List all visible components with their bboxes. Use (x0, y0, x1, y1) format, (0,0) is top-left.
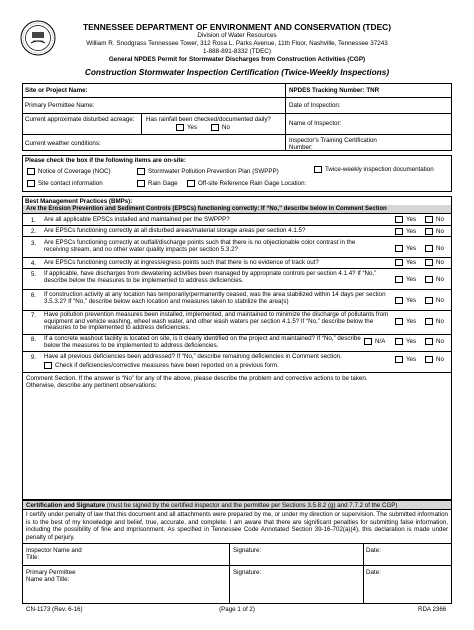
q8-no[interactable] (425, 338, 444, 345)
yes-label: Yes (406, 318, 417, 326)
certification-heading-text: Certification and Signature (26, 502, 106, 509)
q9-previous-check[interactable] (44, 362, 279, 369)
rainfall-yes[interactable] (176, 124, 197, 131)
checkbox[interactable] (425, 245, 433, 252)
checkbox[interactable] (425, 276, 433, 283)
checkbox[interactable] (137, 168, 145, 175)
q1-text: Are all applicable EPSCs installed and maintained per the SWPPP? (44, 216, 230, 223)
address: William R. Snodgrass Tennessee Tower, 312 Rosa L. Parks Avenue, 11th Floor, Nashville, Tennessee 37243 (86, 40, 388, 47)
state-seal-logo (20, 20, 56, 56)
q1-number: 1. (30, 217, 36, 224)
checkbox[interactable] (425, 318, 433, 325)
checkbox[interactable] (44, 362, 52, 369)
q2-yes[interactable] (395, 228, 416, 235)
q2-text: Are EPSCs functioning correctly at all disturbed areas/material storage areas per section 4.1.5? (44, 227, 306, 234)
yes-label: Yes (406, 228, 417, 236)
q5-number: 5. (30, 271, 36, 278)
permittee-label: Primary Permittee Name: (25, 102, 95, 109)
q3-number: 3. (30, 240, 36, 247)
swppp-check[interactable] (137, 168, 279, 175)
q4-yes[interactable] (395, 259, 416, 266)
q5-no[interactable] (425, 276, 444, 283)
q9-previous-label: Check if deficiencies/corrective measures have been reported on a previous form. (55, 362, 279, 370)
no-label: No (436, 216, 444, 224)
na-label: N/A (375, 338, 386, 346)
rain-gage-check[interactable] (137, 180, 178, 187)
q6-no[interactable] (425, 297, 444, 304)
q2-number: 2. (30, 228, 36, 235)
training-label: Inspector's Training Certification Number: (289, 137, 377, 151)
noc-label: Notice of Coverage (NOC) (38, 168, 111, 176)
yes-label: Yes (406, 276, 417, 284)
checkbox[interactable] (395, 338, 403, 345)
checkbox[interactable] (425, 356, 433, 363)
q4-number: 4. (30, 260, 36, 267)
q1-no[interactable] (425, 216, 444, 223)
checkbox[interactable] (395, 297, 403, 304)
checkbox[interactable] (395, 276, 403, 283)
checkbox[interactable] (425, 297, 433, 304)
form-number: CN-1173 (Rev. 6-16) (26, 606, 83, 613)
q8-yes[interactable] (395, 338, 416, 345)
certification-heading (26, 502, 397, 509)
q9-yes[interactable] (395, 356, 416, 363)
no-label: No (436, 276, 444, 284)
certification-note: (must be signed by the certified inspector and the permittee per Sections 3.5.8.2 (g) and 7.7.2 of the CGP) (106, 502, 398, 509)
q7-text: Have pollution prevention measures been installed, implemented, and maintained to minimize the discharge of pollutants from equipment and vehicle washing, wheel wash water, and other wash waters per section 4.1.5? If “No,” describe below the measures to be implemented to address deficiencies. (44, 311, 389, 332)
permittee-name-title-label: Primary Permittee Name and Title: (26, 569, 76, 583)
twice-weekly-check[interactable] (314, 166, 434, 173)
rda-number: RDA 2366 (418, 606, 447, 613)
checkbox[interactable] (211, 124, 219, 131)
weather-label: Current weather conditions: (25, 140, 101, 147)
q7-number: 7. (30, 312, 36, 319)
inspector-name-label: Name of Inspector: (289, 120, 342, 127)
q8-number: 8. (30, 336, 36, 343)
checkbox[interactable] (314, 166, 322, 173)
q9-no[interactable] (425, 356, 444, 363)
comment-instructions-2: Otherwise, describe any pertinent observations: (26, 382, 157, 389)
no-label: No (222, 124, 230, 132)
checkbox[interactable] (395, 216, 403, 223)
yes-label: Yes (406, 338, 417, 346)
permit-name: General NPDES Permit for Stormwater Discharges from Construction Activities (CGP) (108, 56, 366, 63)
offsite-gage-label: Off-site Reference Rain Gage Location: (198, 180, 307, 188)
rainfall-question: Has rainfall been checked/documented daily? (146, 116, 271, 123)
inspector-name-title-label: Inspector Name and Title: (26, 547, 82, 561)
checkbox[interactable] (27, 168, 35, 175)
no-label: No (436, 297, 444, 305)
yes-label: Yes (406, 245, 417, 253)
no-label: No (436, 356, 444, 364)
npdes-label: NPDES Tracking Number: TNR (289, 87, 380, 94)
q7-no[interactable] (425, 318, 444, 325)
comment-section[interactable] (22, 372, 452, 500)
noc-check[interactable] (27, 168, 111, 175)
q3-no[interactable] (425, 245, 444, 252)
permittee-signature-label: Signature: (233, 569, 262, 576)
q8-na[interactable] (364, 338, 385, 345)
bmp-heading: Best Management Practices (BMPs): (25, 198, 133, 205)
q5-text: If applicable, have discharges from dewatering activities been managed by appropriate controls per section 4.1.4? If “No,” describe below the measures to be implemented to address deficiencies. (44, 270, 377, 284)
permittee-date-label: Date: (366, 569, 381, 576)
site-contact-check[interactable] (27, 180, 103, 187)
q5-yes[interactable] (395, 276, 416, 283)
yes-label: Yes (406, 259, 417, 267)
q7-yes[interactable] (395, 318, 416, 325)
checkbox[interactable] (395, 356, 403, 363)
checkbox[interactable] (27, 180, 35, 187)
certification-text: I certify under penalty of law that this document and all attachments were prepared by me, or under my direction or supervision. The submitted information is to the best of my knowledge and belief, true, accurate, and complete. I am aware that there are significant penalties for submitting false information, including the possibility of fine and imprisonment. As specified in Tennessee Code Annotated Section 39-16-702(a)(4), this declaration is made under penalty of perjury. (26, 511, 448, 541)
checkbox[interactable] (425, 338, 433, 345)
q9-text: Have all previous deficiencies been addressed? If “No,” describe remaining deficiencies in Comment section. (44, 353, 342, 360)
checkbox[interactable] (176, 124, 184, 131)
checkbox[interactable] (395, 318, 403, 325)
checkbox[interactable] (425, 228, 433, 235)
checkbox[interactable] (137, 180, 145, 187)
acreage-label: Current approximate disturbed acreage: (25, 116, 135, 123)
checkbox[interactable] (395, 228, 403, 235)
inspector-date-label: Date: (366, 547, 381, 554)
swppp-label: Stormwater Pollution Prevention Plan (SWPPP) (148, 168, 279, 176)
inspection-date-label: Date of Inspection: (289, 102, 341, 109)
q9-number: 9. (30, 354, 36, 361)
yes-label: Yes (406, 216, 417, 224)
yes-label: Yes (406, 356, 417, 364)
q8-text: If a concrete washout facility is located on site, is it clearly identified on the project and maintained? If “No,” describe below the measures to be implemented to address deficiencies. (44, 335, 361, 349)
checkbox[interactable] (187, 180, 195, 187)
site-name-label: Site or Project Name: (25, 87, 88, 94)
q3-text: Are EPSCs functioning correctly at outfall/discharge points such that there is no objectionable color contrast in the receiving stream, and no other water quality impacts per section 5.3.2? (44, 239, 356, 253)
no-label: No (436, 245, 444, 253)
checkbox[interactable] (364, 338, 372, 345)
checkbox[interactable] (395, 245, 403, 252)
offsite-gage-check[interactable] (187, 180, 306, 187)
q2-no[interactable] (425, 228, 444, 235)
q1-yes[interactable] (395, 216, 416, 223)
rain-gage-label: Rain Gage (148, 180, 178, 188)
division-name: Division of Water Resources (197, 32, 277, 39)
department-title: TENNESSEE DEPARTMENT OF ENVIRONMENT AND CONSERVATION (TDEC) (82, 22, 392, 32)
checkbox[interactable] (425, 259, 433, 266)
q4-no[interactable] (425, 259, 444, 266)
q6-text: If construction activity at any location has temporarily/permanently ceased, was the area stabilized within 14 days per section 3.5.3.2? If “No,” describe below each location and measures taken to stabilize the area(s) (44, 291, 386, 305)
page-number: (Page 1 of 2) (219, 606, 255, 613)
checkbox[interactable] (395, 259, 403, 266)
no-label: No (436, 259, 444, 267)
rainfall-no[interactable] (211, 124, 230, 131)
yes-label: Yes (187, 124, 198, 132)
q4-text: Are EPSCs functioning correctly at ingress/egress points such that there is no evidence of track out? (44, 259, 319, 266)
phone: 1-888-891-8332 (TDEC) (203, 48, 271, 55)
onsite-heading: Please check the box if the following items are on-site: (25, 157, 186, 164)
comment-instructions: Comment Section. If the answer is “No” for any of the above, please describe the problem and corrective actions to be taken. (26, 375, 368, 382)
twice-weekly-label: Twice-weekly inspection documentation (325, 166, 434, 174)
bmp-subheading: Are the Erosion Prevention and Sediment Controls (EPSCs) functioning correctly: If “No,” describe below in Comment Section (26, 206, 387, 212)
inspector-signature-label: Signature: (233, 547, 262, 554)
q6-yes[interactable] (395, 297, 416, 304)
q3-yes[interactable] (395, 245, 416, 252)
site-contact-label: Site contact information (38, 180, 103, 188)
q6-number: 6. (30, 292, 36, 299)
checkbox[interactable] (425, 216, 433, 223)
form-title: Construction Stormwater Inspection Certification (Twice-Weekly Inspections) (84, 67, 390, 77)
no-label: No (436, 318, 444, 326)
yes-label: Yes (406, 297, 417, 305)
no-label: No (436, 228, 444, 236)
no-label: No (436, 338, 444, 346)
